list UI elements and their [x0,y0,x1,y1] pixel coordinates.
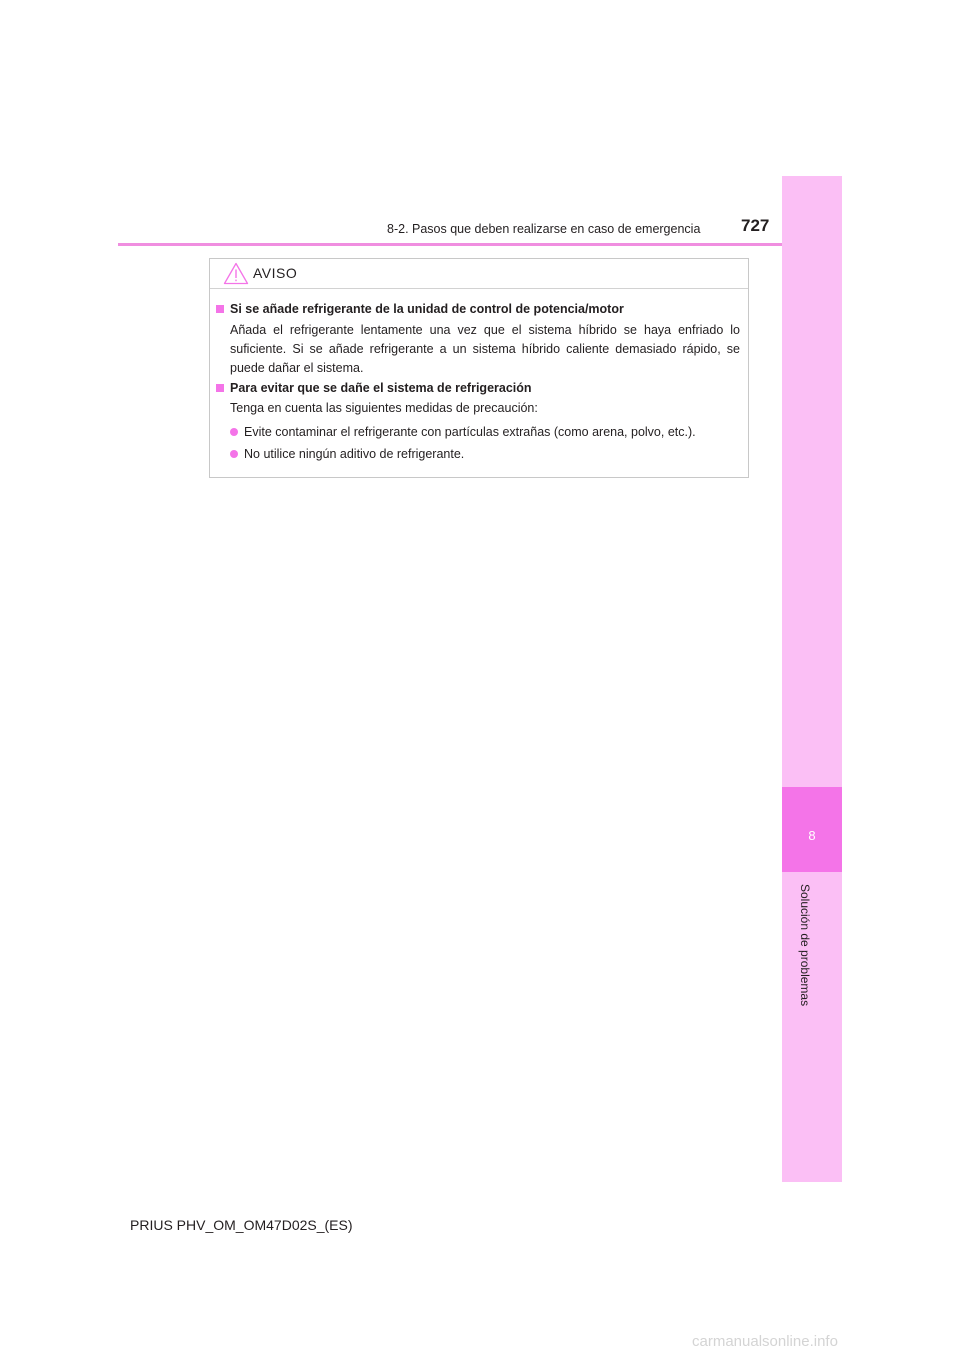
warning-bullet-item [230,446,742,462]
warning-bullet-text: Evite contaminar el refrigerante con partículas extrañas (como arena, polvo, etc.). [244,425,696,439]
chapter-number: 8 [808,828,816,843]
watermark: carmanualsonline.info [692,1333,838,1350]
warning-bullet-item [230,424,742,440]
warning-item-text: Añada el refrigerante lentamente una vez que el sistema híbrido se haya enfriado lo suficiente. Si se añade refrigerante a un sistema híbrido caliente demasiado rápido, se puede dañar el sistema. [230,323,740,375]
warning-item-heading [216,380,532,396]
round-bullet-icon [230,428,238,436]
warning-item-heading [216,301,624,317]
section-title: 8-2. Pasos que deben realizarse en caso de emergencia [387,222,701,236]
header-divider [118,243,841,246]
document-code: PRIUS PHV_OM_OM47D02S_(ES) [130,1217,353,1233]
warning-box [209,258,749,478]
warning-item-heading-text: Si se añade refrigerante de la unidad de control de potencia/motor [230,302,624,316]
warning-item-heading-text: Para evitar que se dañe el sistema de refrigeración [230,381,532,395]
warning-item-text: Tenga en cuenta las siguientes medidas de precaución: [230,401,538,415]
square-bullet-icon [216,305,224,313]
round-bullet-icon [230,450,238,458]
page-number: 727 [741,216,770,235]
warning-bullet-text: No utilice ningún aditivo de refrigerante. [244,447,465,461]
warning-title: AVISO [253,265,298,281]
chapter-label: Solución de problemas [798,884,812,1007]
square-bullet-icon [216,384,224,392]
warning-triangle-icon [223,262,249,285]
warning-header [210,259,748,289]
chapter-side-tab [782,176,842,1182]
